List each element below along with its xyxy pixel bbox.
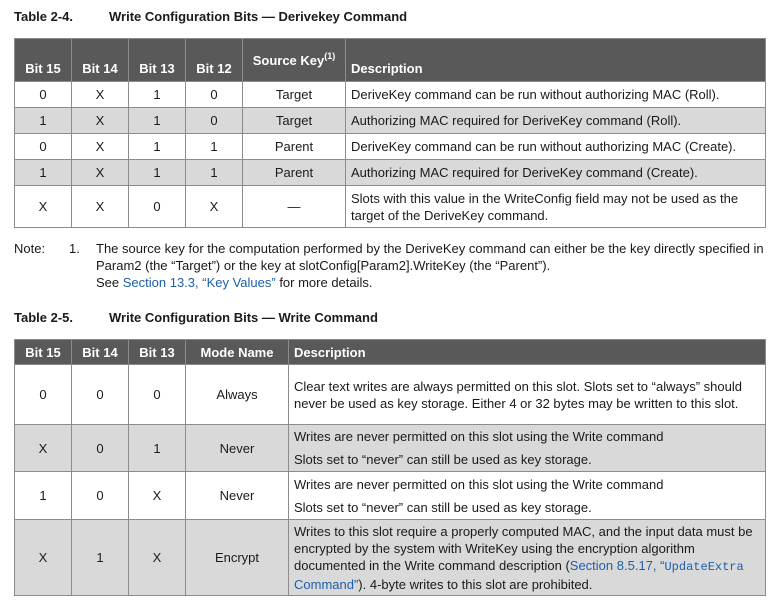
header-bit13: Bit 13	[129, 39, 186, 82]
cell-bit13: 1	[129, 82, 186, 108]
cell-description	[289, 425, 766, 472]
cell-description: Authorizing MAC required for DeriveKey command (Create).	[346, 160, 766, 186]
cell-bit14: 0	[72, 472, 129, 520]
link-part: Section 8.5.17,	[569, 557, 657, 573]
header-bit14: Bit 14	[72, 340, 129, 365]
cell-bit12: 1	[186, 160, 243, 186]
cell-mode-name: Always	[186, 365, 289, 425]
caption-number: Table 2-5.	[14, 310, 74, 325]
cell-description: Authorizing MAC required for DeriveKey command (Roll).	[346, 108, 766, 134]
cell-bit15: X	[15, 520, 72, 596]
header-source-key	[243, 39, 346, 82]
note-text: The source key for the computation performed by the DeriveKey command can either be the key directly specified in Param2 (the “Target”) or the key at slotConfig[Param2].WriteKey (the “Parent”).	[96, 241, 764, 273]
link-part: “	[660, 557, 665, 573]
note-see-prefix: See	[96, 275, 123, 290]
cell-bit13: 1	[129, 108, 186, 134]
table-2-5-caption	[14, 310, 378, 325]
derivekey-config-table	[14, 38, 766, 228]
source-key-label: Source Key	[252, 52, 325, 68]
cell-bit15: X	[15, 425, 72, 472]
header-bit14: Bit 14	[72, 39, 129, 82]
header-bit12: Bit 12	[186, 39, 243, 82]
description-line: Slots set to “never” can still be used as key storage.	[294, 499, 592, 515]
cell-bit13: X	[129, 520, 186, 596]
caption-title: Write Configuration Bits — Derivekey Command	[109, 9, 408, 24]
note-body	[96, 240, 773, 291]
cell-bit13: 1	[129, 425, 186, 472]
note-label: Note:	[14, 241, 46, 256]
cell-bit13: 1	[129, 160, 186, 186]
header-bit15: Bit 15	[15, 39, 72, 82]
description-line: Writes are never permitted on this slot using the Write command	[294, 429, 664, 444]
cell-mode-name: Encrypt	[186, 520, 289, 596]
link-part: Command”	[294, 576, 359, 592]
table-header-row	[15, 39, 766, 82]
cell-source-key: Target	[243, 108, 346, 134]
cell-bit13: 1	[129, 134, 186, 160]
cell-source-key: —	[243, 186, 346, 228]
cell-bit15: 1	[15, 472, 72, 520]
table-header-row	[15, 340, 766, 365]
header-bit15: Bit 15	[15, 340, 72, 365]
section-13-3-link[interactable]: Section 13.3, “Key Values”	[122, 275, 276, 290]
table-row	[15, 82, 766, 108]
cell-bit13: X	[129, 472, 186, 520]
table-row	[15, 160, 766, 186]
cell-mode-name: Never	[186, 425, 289, 472]
table-2-4-caption	[14, 9, 407, 24]
cell-description	[289, 520, 766, 596]
cell-bit14: X	[72, 186, 129, 228]
cell-bit15: 1	[15, 108, 72, 134]
header-mode-name: Mode Name	[186, 340, 289, 365]
cell-bit15: 1	[15, 160, 72, 186]
cell-source-key: Target	[243, 82, 346, 108]
description-text: ). 4-byte writes to this slot are prohibited.	[358, 576, 593, 592]
header-bit13: Bit 13	[129, 340, 186, 365]
cell-bit12: X	[186, 186, 243, 228]
cell-bit15: 0	[15, 82, 72, 108]
table-row	[15, 520, 766, 596]
cell-bit13: 0	[129, 186, 186, 228]
cell-bit15: 0	[15, 134, 72, 160]
cell-description: DeriveKey command can be run without authorizing MAC (Roll).	[346, 82, 766, 108]
description-text: Writes to this slot require a properly computed MAC, and the input data must be encrypted by the system with WriteKey using the encryption algorithm documented in the Write command description (	[294, 523, 753, 573]
cell-bit14: X	[72, 160, 129, 186]
cell-bit14: 0	[72, 365, 129, 425]
link-code: UpdateExtra	[664, 559, 744, 574]
cell-bit12: 0	[186, 108, 243, 134]
cell-description	[289, 472, 766, 520]
header-description: Description	[346, 39, 766, 82]
footnote-ref: (1)	[324, 50, 336, 61]
caption-number: Table 2-4.	[14, 9, 74, 24]
cell-bit14: X	[72, 82, 129, 108]
cell-bit14: 0	[72, 425, 129, 472]
note-see-suffix: for more details.	[275, 275, 373, 290]
caption-title: Write Configuration Bits — Write Command	[109, 310, 378, 325]
header-description: Description	[289, 340, 766, 365]
note-see-line	[96, 274, 773, 291]
cell-bit15: X	[15, 186, 72, 228]
cell-bit12: 0	[186, 82, 243, 108]
cell-mode-name: Never	[186, 472, 289, 520]
table-row	[15, 472, 766, 520]
table-row	[15, 134, 766, 160]
cell-source-key: Parent	[243, 134, 346, 160]
cell-bit14: X	[72, 108, 129, 134]
table-row	[15, 425, 766, 472]
table-row	[15, 186, 766, 228]
description-line: Slots set to “never” can still be used as key storage.	[294, 452, 592, 467]
cell-description: Slots with this value in the WriteConfig field may not be used as the target of the DeriveKey command.	[346, 186, 766, 228]
cell-source-key: Parent	[243, 160, 346, 186]
write-config-table	[14, 339, 766, 596]
note-index: 1.	[69, 241, 80, 256]
cell-bit12: 1	[186, 134, 243, 160]
cell-bit14: 1	[72, 520, 129, 596]
cell-description: DeriveKey command can be run without authorizing MAC (Create).	[346, 134, 766, 160]
cell-bit13: 0	[129, 365, 186, 425]
cell-description: Clear text writes are always permitted on this slot. Slots set to “always” should never be used as key storage. Either 4 or 32 bytes may be written to this slot.	[289, 365, 766, 425]
cell-bit15: 0	[15, 365, 72, 425]
cell-bit14: X	[72, 134, 129, 160]
description-line: Writes are never permitted on this slot using the Write command	[294, 476, 664, 492]
table-row	[15, 365, 766, 425]
table-row	[15, 108, 766, 134]
